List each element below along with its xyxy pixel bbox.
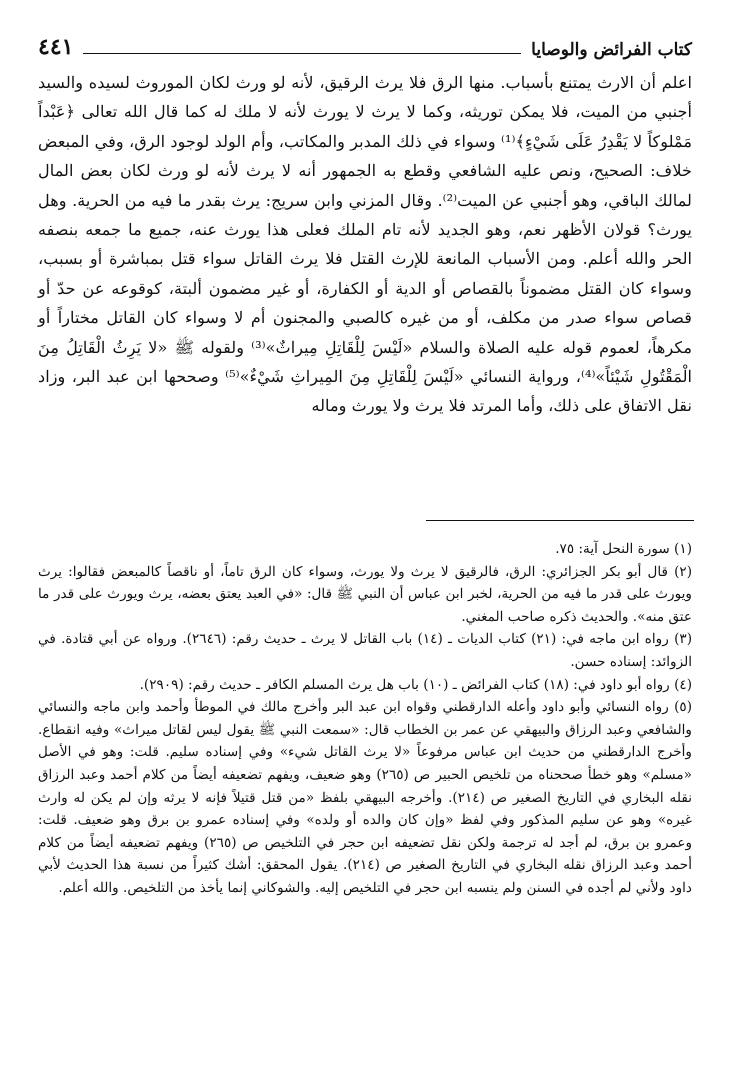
body-paragraph: اعلم أن الارث يمتنع بأسباب. منها الرق فلا يرث الرقيق، لأنه لو ورث لكان الموروث لسيده والسيد أجنبي من الميت، فلا يمكن توريثه، وكما لا يرث لا يورث لأنه لا ملك له كما قال الله تعالى ﴿عَبْداً مَمْلوكاً لا يَقْدِرُ عَلَى شَيْءٍ﴾⁽¹⁾ وسواء في ذلك المدبر والمكاتب، وأم الولد لوجود الرق، وفي المبعض خلاف: الصحيح، ونص عليه الشافعي وقطع به الجمهور أنه لا يرث لأنه لو ورث لكان بعض المال لمالك الباقي، وهو أجنبي عن الميت⁽²⁾. وقال المزني وابن سريج: يرث بقدر ما فيه من الحرية. وهل يورث؟ قولان الأظهر نعم، وهو الجديد لأنه تام الملك فعلى هذا يورث عنه، جميع ما جمعه بنصفه الحر والله أعلم. ومن الأسباب المانعة للإرث القتل فلا يرث القاتل سواء قتل بمباشرة أو بسبب، وسواء كان القتل مضموناً بالقصاص أو الدية أو الكفارة، أو غير مضمون ألبتة، كوقوعه عن حدّ أو قصاص سواء صدر من مكلف، أو من غيره كالصبي والمجنون أم لا وسواء كان القاتل مختاراً أو مكرهاً، لعموم قوله عليه الصلاة والسلام «لَيْسَ لِلْقَاتِلِ مِيراثٌ»⁽³⁾ ولقوله ﷺ «لا يَرِثُ الْقَاتِلُ مِنَ الْمَقْتُولِ شَيْئاً»⁽⁴⁾، ورواية النسائي «لَيْسَ لِلْقَاتِلِ مِنَ المِيراثِ شَيْءٌ»⁽⁵⁾ وصححها ابن عبد البر، وزاد نقل الاتفاق على ذلك، وأما المرتد فلا يرث ولا يورث وماله <box>38 73 692 416</box>
footnote-4: (٤) رواه أبو داود في: (١٨) كتاب الفرائض ـ (١٠) باب هل يرث المسلم الكافر ـ حديث رقم: (٢٩٠٩). <box>139 676 692 693</box>
footnotes <box>38 538 692 900</box>
footnote-1: (١) سورة النحل آية: ٧٥. <box>555 541 692 557</box>
running-title: كتاب الفرائض والوصايا <box>531 40 692 60</box>
header-rule <box>83 53 521 54</box>
footnote-separator <box>426 520 694 521</box>
footnote-2: (٢) قال أبو بكر الجزائري: الرق، فالرقيق لا يرث ولا يورث، وسواء كان الرق تاماً، أو ناقصاً كالمبعض فقالوا: يرث ويورث على قدر ما فيه من الحرية، لخبر ابن عباس أن النبي ﷺ قال: «في العبد يعتق بعضه، يرث ويورث على قدر ما عتق منه». والحديث ذكره صاحب المغني. <box>38 563 692 625</box>
page-number: ٤٤١ <box>38 34 74 60</box>
main-text <box>38 68 692 421</box>
footnote-5: (٥) رواه النسائي وأبو داود وأعله الدارقطني وقواه ابن عبد البر وأخرج مالك في الموطأ وأحمد وابن ماجه والنسائي والشافعي وعبد الرزاق والبيهقي عن عمر بن الخطاب قال: «سمعت النبي ﷺ يقول ليس لقاتل ميراث» وفيه انقطاع. وأخرج الدارقطني من حديث ابن عباس مرفوعاً «لا يرث القاتل شيء» وفي إسناده سليم. قلت: وهو في الأصل «مسلم» وهو خطأ صححناه من تلخيص الحبير ص (٢٦٥) وهو ضعيف، ويفهم تضعيفه أيضاً من كلام أحمد وعبد الرزاق نقله البخاري في التاريخ الصغير ص (٢١٤). وأخرجه البيهقي بلفظ «من قتل قتيلاً فإنه لا يرثه وإن لم يكن له وارث غيره» وهو عن سليم المذكور وفي لفظ «وإن كان والده أو ولده» وفي إسناده عمرو بن برق وهو ضعيف. قلت: وعمرو بن برق، لم أجد له ترجمة ولكن نقل تضعيفه ابن حجر في التلخيص ص (٢٦٥) ويفهم تضعيفه أيضاً من كلام أحمد وعبد الرزاق نقله البخاري في التاريخ الصغير ص (٢١٤). يقول المحقق: أشك كثيراً من نسبة هذا الحديث لأبي داود ولأني لم أجده في السنن ولم ينسبه ابن حجر في التلخيص إليه. والشوكاني إنما يأخذ من التلخيص. والله أعلم. <box>38 699 693 896</box>
page-header <box>38 30 692 60</box>
footnote-3: (٣) رواه ابن ماجه في: (٢١) كتاب الديات ـ (١٤) باب القاتل لا يرث ـ حديث رقم: (٢٦٤٦). ورواه عن أبي قتادة. في الزوائد: إسناده حسن. <box>38 631 692 670</box>
